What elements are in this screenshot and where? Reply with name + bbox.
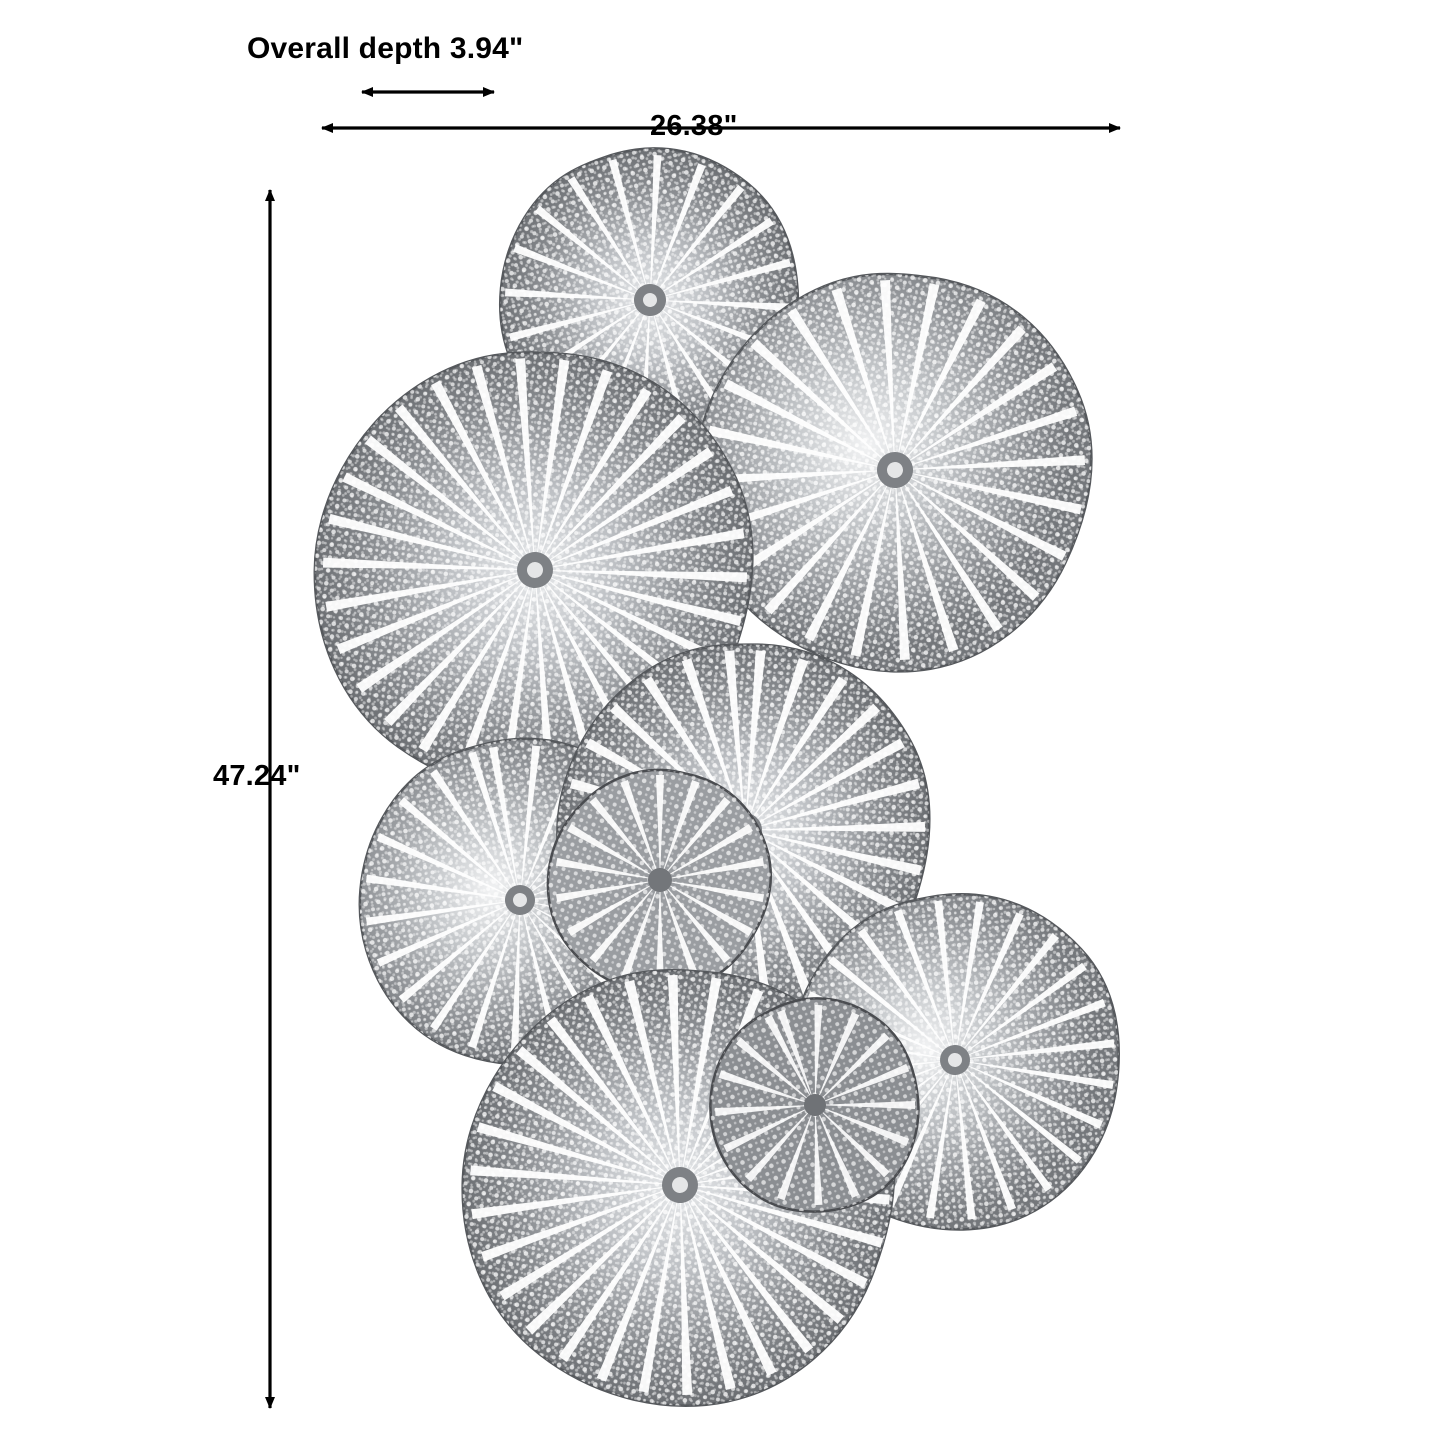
height-dimension-label: 47.24": [213, 760, 301, 792]
width-dimension-label: 26.38": [650, 110, 738, 142]
depth-dimension-label: Overall depth 3.94": [247, 32, 524, 65]
